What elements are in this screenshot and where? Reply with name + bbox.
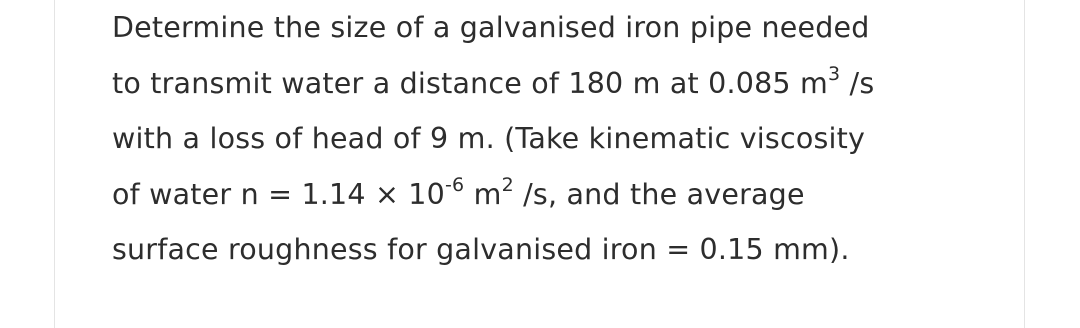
question-line-2-text: to transmit water a distance of 180 m at 0.085 m [112, 66, 828, 100]
question-line-2-tail: /s [840, 66, 875, 100]
question-line-3-text: with a loss of head of 9 m. (Take kinematic viscosity [112, 122, 866, 155]
question-line-4-text-b: m [464, 177, 502, 211]
question-line-4-text-c: /s, and the average [513, 177, 805, 211]
exponent-squared: 2 [501, 173, 514, 196]
exponent-cubed: 3 [827, 62, 841, 85]
question-line-1 [112, 0, 1012, 56]
question-text [112, 0, 1012, 278]
question-line-3 [112, 111, 1012, 167]
question-line-2 [112, 56, 1012, 112]
question-line-5 [112, 222, 1012, 278]
question-line-4-text-a: of water n = 1.14 × 10 [112, 177, 445, 211]
question-line-5-text: surface roughness for galvanised iron = 0.15 mm). [112, 233, 850, 266]
exponent-negative-six: -6 [444, 173, 465, 196]
question-line-1-text: Determine the size of a galvanised iron pipe needed [112, 11, 870, 44]
question-line-4 [112, 167, 1012, 223]
